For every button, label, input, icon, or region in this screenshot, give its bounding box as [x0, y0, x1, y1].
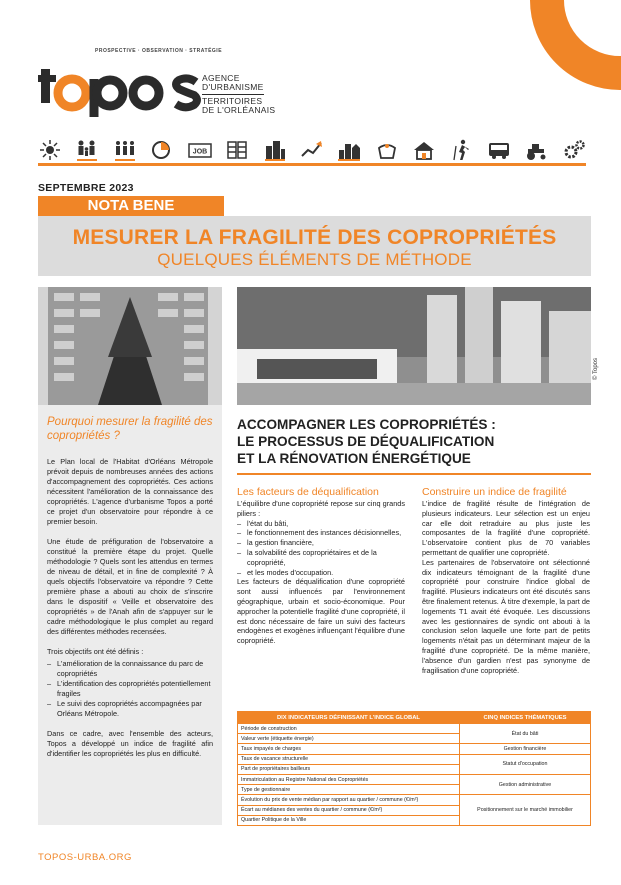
column-heading: Construire un indice de fragilité — [422, 486, 567, 498]
indicator-cell: Immatriculation au Registre National des Copropriétés — [238, 774, 460, 784]
apartment-tree-photo — [38, 287, 222, 405]
section-title-line: ET LA RÉNOVATION ÉNERGÉTIQUE — [237, 451, 471, 466]
bus-icon[interactable] — [487, 138, 511, 162]
indicator-cell: Part de propriétaires bailleurs — [238, 764, 460, 774]
agency-name — [202, 74, 275, 115]
job-icon[interactable] — [188, 138, 212, 162]
list-item: – le fonctionnement des instances décisionnelles, — [237, 528, 405, 538]
list-item: – la solvabilité des copropriétaires et de la copropriété, — [237, 548, 405, 568]
paragraph: Les partenaires de l'observatoire ont sélectionné dix indicateurs témoignant de la fragilité d'une copropriété pour construire l'indice global de fragilité. Plusieurs indicateurs ont été discutés sans être finalement retenus. À titre d'exemple, la part de logements T1 avait été évoquée. Les discussions avec les gestionnaires de syndic ont abouti à la conclusion selon laquelle une forte part de petits logements n'était pas un déterminant majeur de la fragilité d'une copropriété. De la même manière, l'absence d'un gardien n'est pas synonyme de fragilisation d'une copropriété. — [422, 557, 590, 675]
pie-chart-icon[interactable] — [150, 138, 174, 162]
paragraph: L'équilibre d'une copropriété repose sur cinq grands piliers : — [237, 499, 405, 518]
indicators-table — [237, 711, 591, 826]
storage-icon[interactable] — [225, 138, 249, 162]
family-icon[interactable] — [75, 138, 99, 162]
divider — [38, 163, 586, 166]
section-title-line: LE PROCESSUS DE DÉQUALIFICATION — [237, 434, 495, 449]
sidebar-paragraph: Une étude de préfiguration de l'observatoire a constitué la première étape du projet. Quelle méthodologie ? Quels sont les attendus en termes de niveau de détail, et in fine de complexité ? À quels objectifs l'observatoire va répondre ? Cette première phase a abouti au choix de s'inscrire dans le dispositif « Veille et observatoire des copropriétés » de l'Anah afin de s'appuyer sur le cadre méthodologique le plus complet au regard des différentes méthodes recensées. — [47, 537, 213, 636]
theme-icons-row — [38, 138, 586, 164]
list-item: – et les modes d'occupation. — [237, 568, 405, 578]
logo-tagline: PROSPECTIVE · OBSERVATION · STRATÉGIE — [95, 48, 223, 54]
job-icon-label: JOB — [192, 148, 207, 156]
house-icon[interactable] — [412, 138, 436, 162]
column-deterioration-factors — [237, 486, 405, 646]
hiker-icon[interactable] — [450, 138, 474, 162]
table-header: DIX INDICATEURS DÉFINISSANT L'INDICE GLOBAL — [238, 712, 460, 724]
section-title-line: ACCOMPAGNER LES COPROPRIÉTÉS : — [237, 417, 496, 432]
purse-icon[interactable] — [375, 138, 399, 162]
list-item: – L'identification des copropriétés potentiellement fragiles — [47, 679, 213, 699]
sidebar-paragraph: Trois objectifs ont été définis : — [47, 647, 144, 656]
column-heading: Les facteurs de déqualification — [237, 486, 379, 498]
objectives-list — [47, 659, 213, 719]
section-title — [237, 416, 591, 467]
indicator-cell: Quartier Politique de la Ville — [238, 815, 460, 825]
agency-line: TERRITOIRES — [202, 96, 263, 106]
list-item: – l'état du bâti, — [237, 519, 405, 529]
agency-line: D'URBANISME — [202, 82, 264, 92]
theme-cell: Gestion administrative — [460, 774, 591, 794]
agency-line: DE L'ORLÉANAIS — [202, 105, 276, 115]
town-icon[interactable] — [337, 138, 361, 162]
page-subtitle: QUELQUES ÉLÉMENTS DE MÉTHODE — [157, 250, 472, 269]
theme-cell: Positionnement sur le marché immobilier — [460, 795, 591, 826]
theme-cell: Gestion financière — [460, 744, 591, 754]
divider — [202, 94, 264, 95]
indicator-cell: Type de gestionnaire — [238, 785, 460, 795]
publication-date: SEPTEMBRE 2023 — [38, 182, 134, 194]
page-title: MESURER LA FRAGILITÉ DES COPROPRIÉTÉS — [72, 226, 557, 249]
indicator-cell: Écart au médianes des ventes du quartier / commune (€/m²) — [238, 805, 460, 815]
sun-icon[interactable] — [38, 138, 62, 162]
list-item: – L'amélioration de la connaissance du parc de copropriétés — [47, 659, 213, 679]
tractor-icon[interactable] — [524, 138, 548, 162]
indicator-cell: Taux de vacance structurelle — [238, 754, 460, 764]
theme-cell: Statut d'occupation — [460, 754, 591, 774]
column-fragility-index — [422, 486, 590, 675]
indicator-cell: Période de construction — [238, 724, 460, 734]
website-link[interactable]: TOPOS-URBA.ORG — [38, 852, 132, 863]
buildings-icon[interactable] — [263, 138, 287, 162]
indicator-cell: Valeur verte (étiquette énergie) — [238, 734, 460, 744]
sidebar-panel — [38, 405, 222, 825]
sidebar-paragraph: Le Plan local de l'Habitat d'Orléans Métropole prévoit depuis de nombreuses années des actions d'accompagnement des copropriétés. Ces actions nécessitent l'amélioration de la connaissance des copropriétés. L'agence d'urbanisme Topos a porté ce projet d'un observatoire pour répondre à ce premier besoin. — [47, 457, 213, 526]
theme-cell: État du bâti — [460, 724, 591, 744]
pillars-list — [237, 519, 405, 578]
photo-credit: © Topos — [593, 358, 599, 380]
table-header: CINQ INDICES THÉMATIQUES — [460, 712, 591, 724]
list-item: – Le suivi des copropriétés accompagnées par Orléans Métropole. — [47, 699, 213, 719]
sidebar-question: Pourquoi mesurer la fragilité des copropriétés ? — [47, 416, 213, 442]
chart-growth-icon[interactable] — [300, 138, 324, 162]
series-label: NOTA BENE — [87, 197, 175, 214]
decorative-orange-arc — [530, 0, 621, 90]
housing-estate-photo — [237, 287, 591, 405]
list-item: – la gestion financière, — [237, 538, 405, 548]
indicator-cell: Taux impayés de charges — [238, 744, 460, 754]
agency-line: AGENCE — [202, 73, 240, 83]
sidebar-paragraph: Dans ce cadre, avec l'ensemble des acteurs, Topos a développé un indice de fragilité afin d'identifier les copropriétés les plus en difficulté. — [47, 729, 213, 758]
gears-icon[interactable] — [562, 138, 586, 162]
series-badge — [38, 196, 224, 216]
paragraph: Les facteurs de déqualification d'une copropriété sont aussi influencés par l'environnement géographique, urbain et socio-économique. Pour approcher la potentielle fragilité d'une copropriété, il est donc nécessaire de faire un suivi des facteurs endogènes et exogènes influençant l'équilibre d'une copropriété. — [237, 577, 405, 646]
divider — [237, 473, 591, 475]
group-icon[interactable] — [113, 138, 137, 162]
paragraph: L'indice de fragilité résulte de l'intégration de plusieurs indicateurs. Leur sélection est un enjeu car elle doit retraduire au plus juste les composantes de la fragilité d'une copropriété. L'observatoire contient plus de 70 variables permettant de qualifier une copropriété. — [422, 499, 590, 557]
indicator-cell: Évolution du prix de vente médian par rapport au quartier / commune (€/m²) — [238, 795, 460, 805]
topos-logo[interactable] — [38, 55, 208, 115]
logo-wordmark — [38, 59, 203, 128]
